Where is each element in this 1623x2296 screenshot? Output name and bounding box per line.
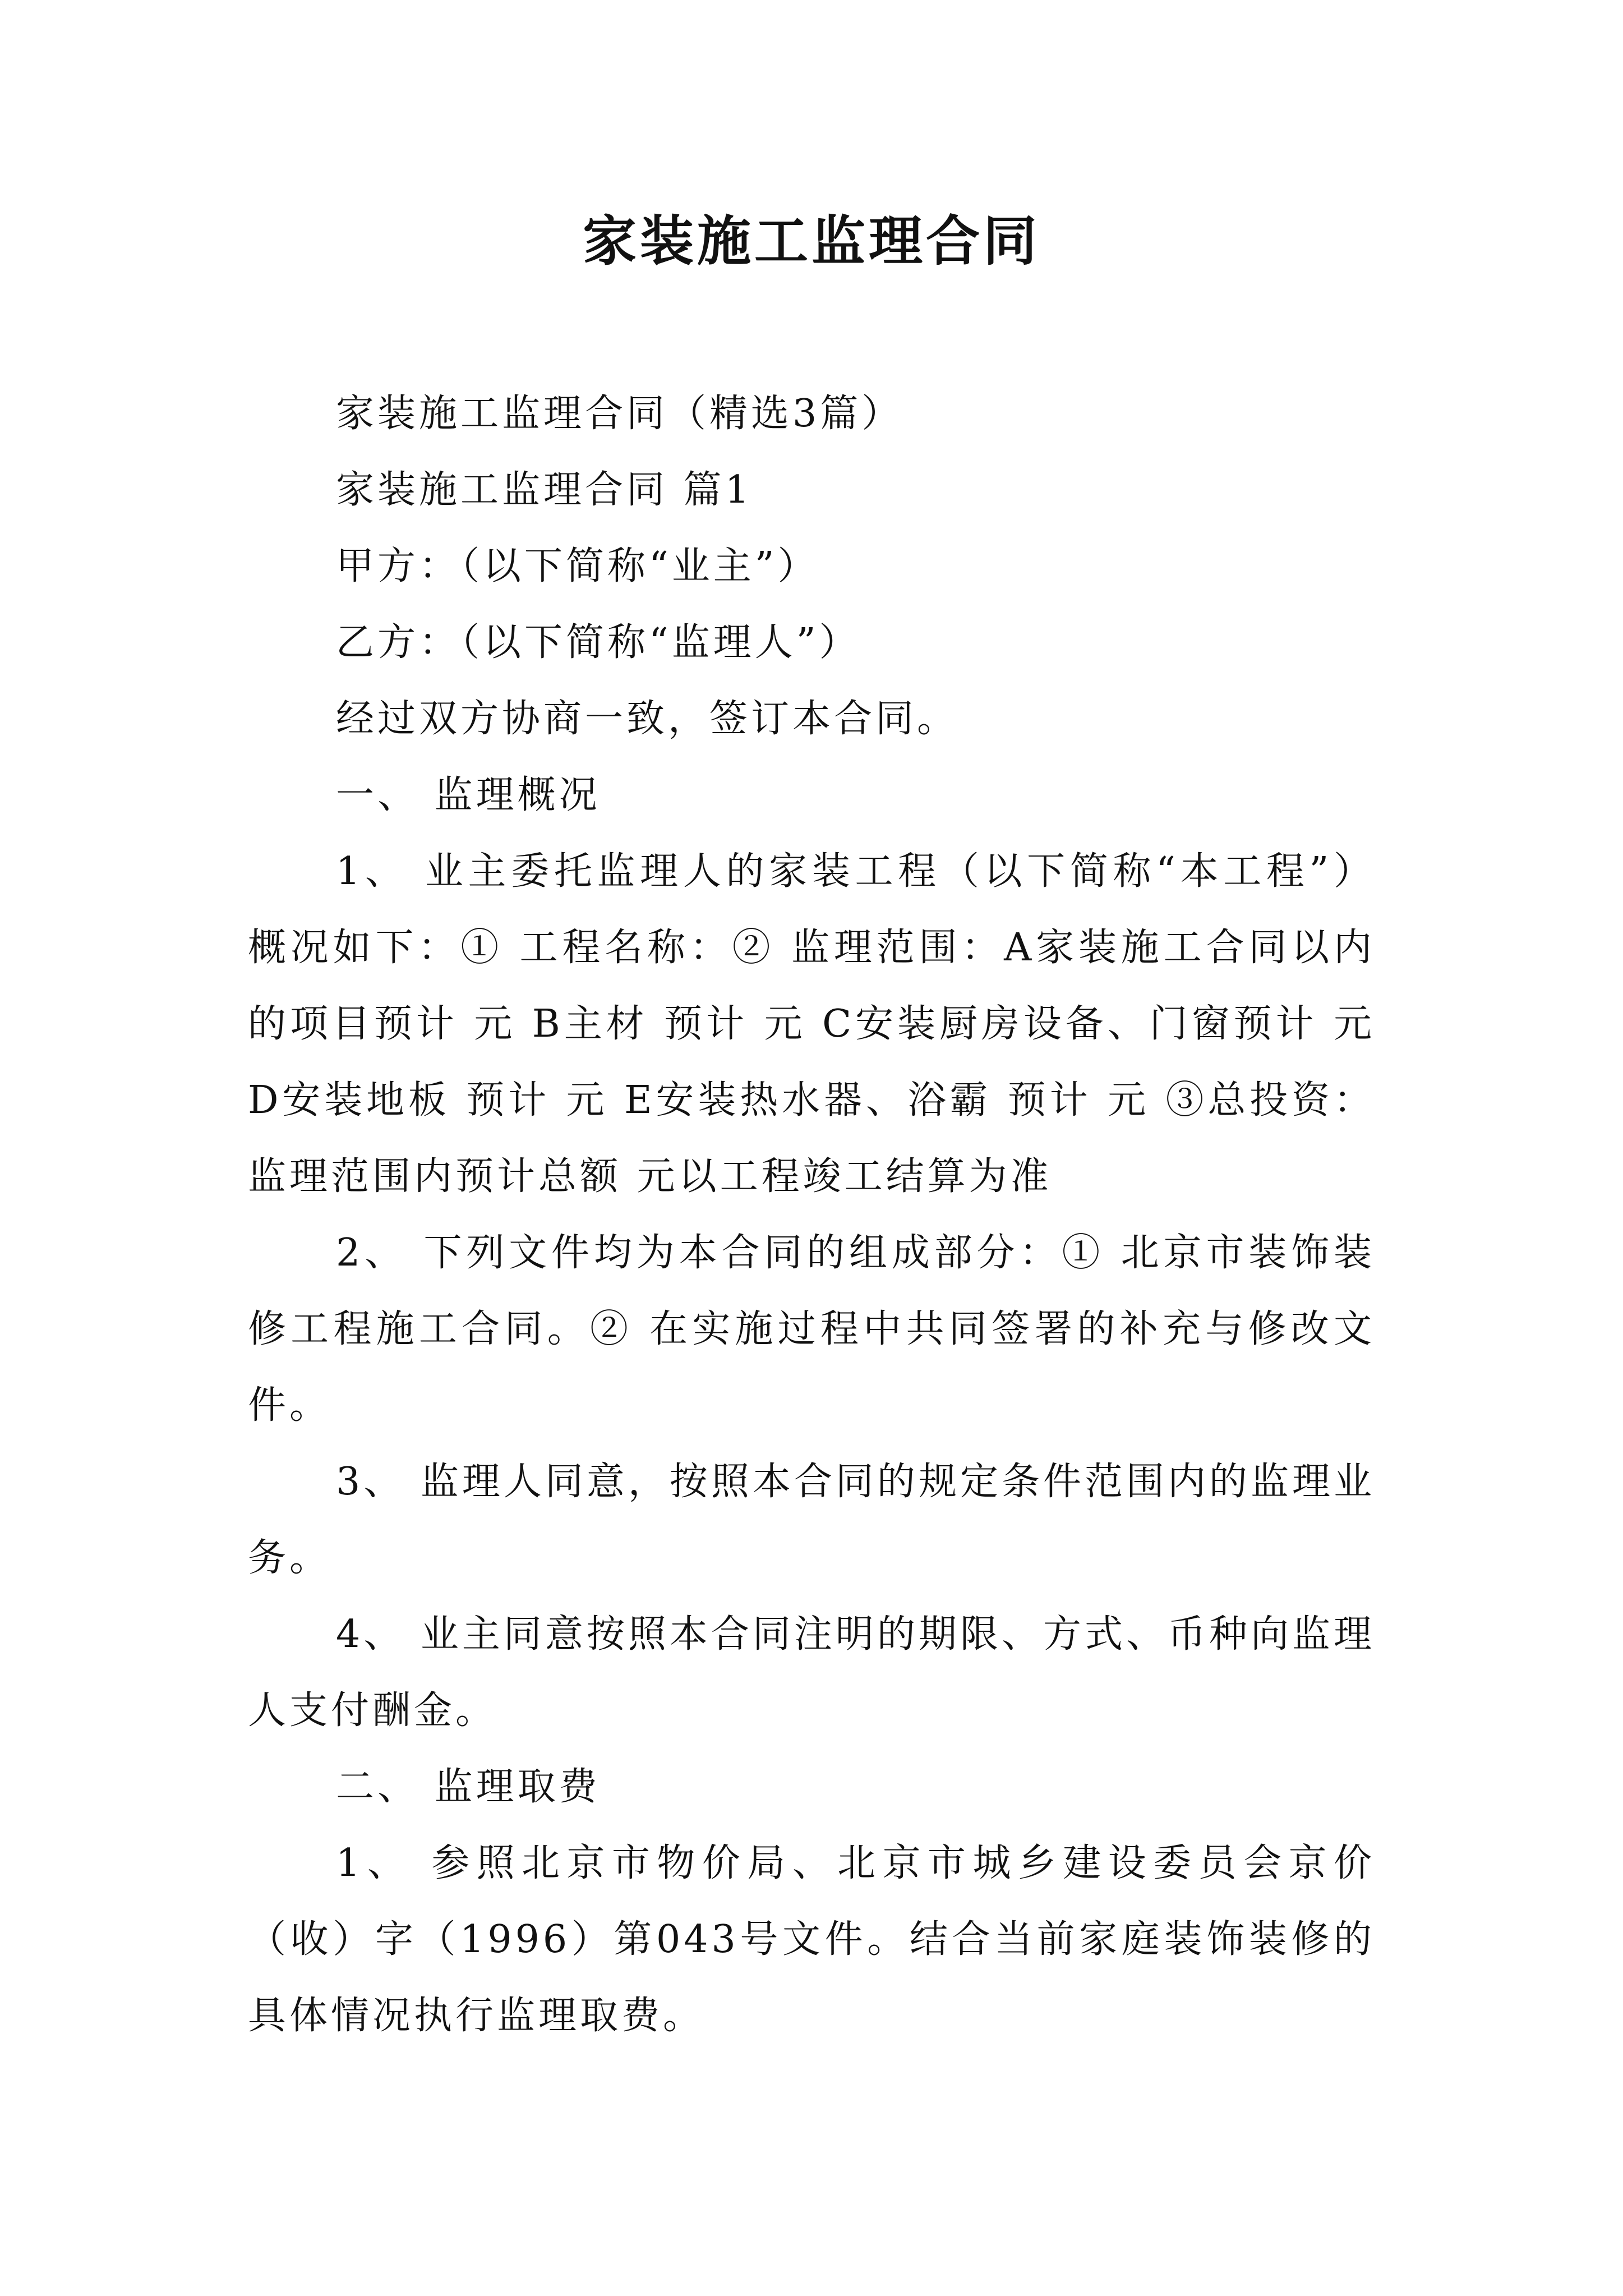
heading-overview: 一、 监理概况: [336, 773, 601, 817]
paragraph-item-2: 2、 下列文件均为本合同的组成部分：① 北京市装饰装修工程施工合同。② 在实施过程中共同签署的补充与修改文件。: [248, 1231, 1375, 1428]
paragraph-party-b: 乙方：（以下简称“监理人”）: [336, 620, 861, 665]
paragraph-agreement: 经过双方协商一致，签订本合同。: [336, 697, 959, 741]
paragraph-item-1: 1、 业主委托监理人的家装工程（以下简称“本工程”）概况如下：① 工程名称：② 监理范围：A家装施工合同以内的项目预计 元 B主材 预计 元 C安装厨房设备、门窗预计 元 D安装地板 预计 元 E安装热水器、浴霸 预计 元 ③总投资： 监理范围内预计总额 元以工程竣工结算为准: [248, 849, 1375, 1199]
document-title: 家装施工监理合同: [583, 209, 1040, 273]
paragraph-item-4: 4、 业主同意按照本合同注明的期限、方式、币种向监理人支付酬金。: [248, 1612, 1375, 1733]
document-body: [248, 376, 1375, 2054]
paragraph-fee-item-1: 1、 参照北京市物价局、北京市城乡建设委员会京价（收）字（1996）第043号文件。结合当前家庭装饰装修的具体情况执行监理取费。: [248, 1841, 1375, 2038]
paragraph-section-title: 家装施工监理合同 篇1: [336, 468, 753, 512]
paragraph-item-3: 3、 监理人同意，按照本合同的规定条件范围内的监理业务。: [248, 1460, 1375, 1580]
paragraph-subtitle: 家装施工监理合同（精选3篇）: [336, 392, 903, 436]
heading-fees: 二、 监理取费: [336, 1765, 601, 1809]
paragraph-party-a: 甲方：（以下简称“业主”）: [336, 544, 819, 588]
